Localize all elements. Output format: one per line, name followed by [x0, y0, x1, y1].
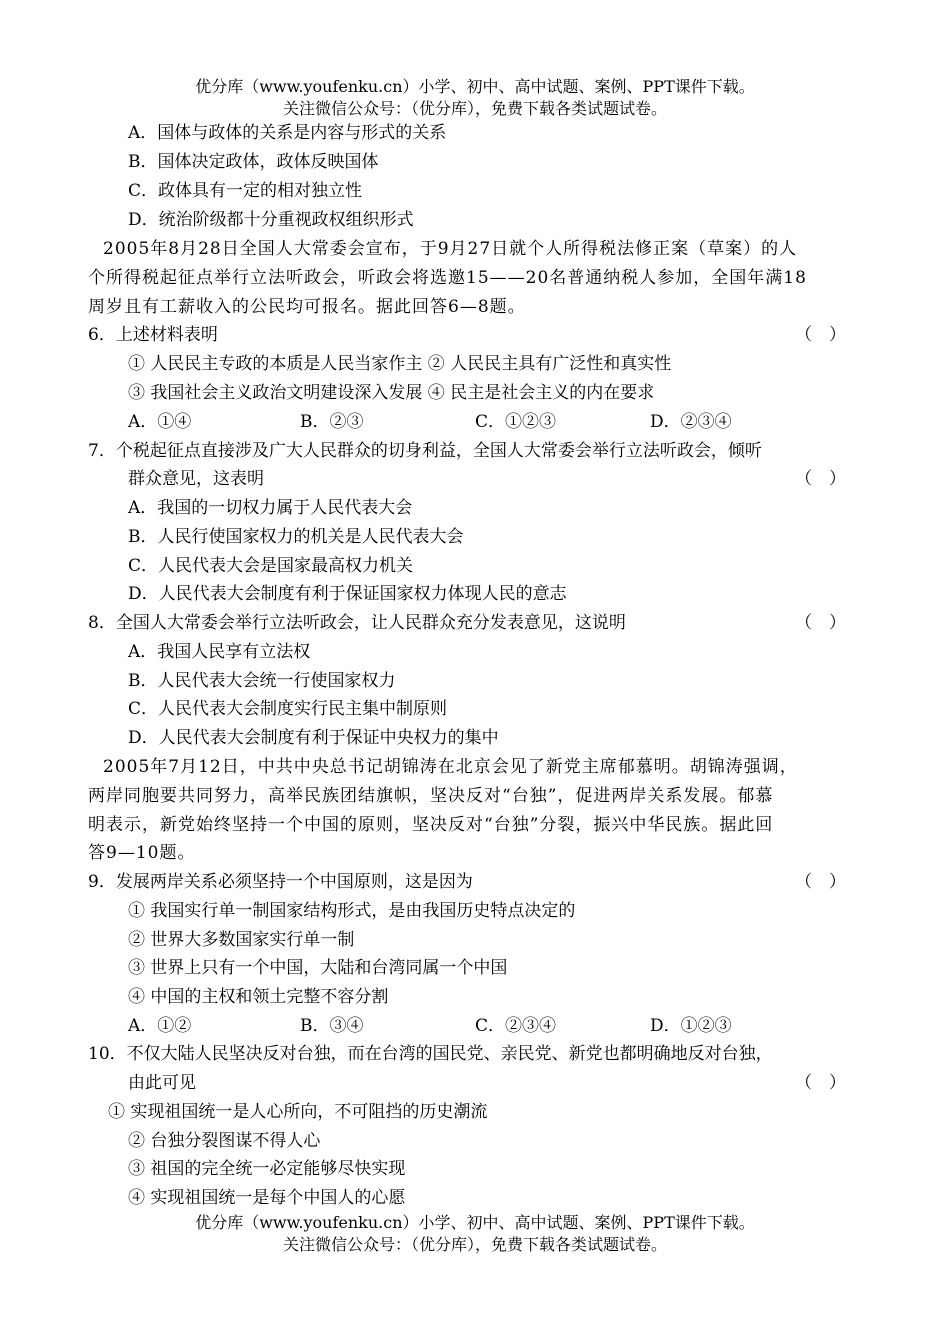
q9-item-4: ④ 中国的主权和领土完整不容分割	[128, 987, 389, 1007]
material2-line-2: 两岸同胞要共同努力，高举民族团结旗帜，坚决反对“台独”，促进两岸关系发展。郁慕	[88, 786, 774, 806]
q8-option-c: C．人民代表大会制度实行民主集中制原则	[128, 699, 448, 719]
material1-line-2: 个所得税起征点举行立法听政会，听政会将选邀15——20名普通纳税人参加，全国年满18	[88, 268, 807, 288]
q9-answer-paren: （ ）	[795, 872, 846, 892]
q6-choice-a: A．①④	[128, 412, 192, 432]
q8-option-b: B．人民代表大会统一行使国家权力	[128, 671, 396, 691]
q6-stem: 6．上述材料表明	[88, 325, 218, 345]
q9-item-2: ② 世界大多数国家实行单一制	[128, 930, 355, 950]
header-line-1: 优分库（www.youfenku.cn）小学、初中、高中试题、案例、PPT课件下载。	[195, 77, 755, 96]
header-line-2: 关注微信公众号：（优分库），免费下载各类试题试卷。	[282, 99, 667, 118]
material1-line-1: 2005年8月28日全国人大常委会宣布，于9月27日就个人所得税法修正案（草案）的人	[103, 239, 798, 259]
q9-choice-d: D．①②③	[650, 1016, 732, 1036]
q7-stem-line-1: 7．个税起征点直接涉及广大人民群众的切身利益，全国人大常委会举行立法听政会，倾听	[88, 441, 762, 461]
q10-stem-line-2: 由此可见	[128, 1073, 196, 1093]
q5-option-d: D．统治阶级都十分重视政权组织形式	[128, 210, 414, 230]
q10-item-2: ② 台独分裂图谋不得人心	[128, 1131, 321, 1151]
q7-option-b: B．人民行使国家权力的机关是人民代表大会	[128, 527, 464, 547]
q5-option-a: A．国体与政体的关系是内容与形式的关系	[128, 123, 447, 143]
q6-item-row-2: ③ 我国社会主义政治文明建设深入发展 ④ 民主是社会主义的内在要求	[128, 383, 655, 403]
material2-line-4: 答9—10题。	[88, 843, 196, 863]
q5-option-b: B．国体决定政体，政体反映国体	[128, 152, 379, 172]
q6-choice-d: D．②③④	[650, 412, 732, 432]
q9-item-3: ③ 世界上只有一个中国，大陆和台湾同属一个中国	[128, 958, 508, 978]
q5-option-c: C．政体具有一定的相对独立性	[128, 181, 363, 201]
q9-choice-a: A．①②	[128, 1016, 192, 1036]
q10-item-3: ③ 祖国的完全统一必定能够尽快实现	[128, 1159, 406, 1179]
q8-option-a: A．我国人民享有立法权	[128, 642, 311, 662]
material1-line-3: 周岁且有工薪收入的公民均可报名。据此回答6—8题。	[88, 297, 526, 317]
q10-stem-line-1: 10．不仅大陆人民坚决反对台独，而在台湾的国民党、亲民党、新党也都明确地反对台独，	[88, 1044, 773, 1064]
q9-stem: 9．发展两岸关系必须坚持一个中国原则，这是因为	[88, 872, 473, 892]
q7-option-d: D．人民代表大会制度有利于保证国家权力体现人民的意志	[128, 584, 567, 604]
q9-choice-c: C．②③④	[475, 1016, 557, 1036]
q6-answer-paren: （ ）	[795, 325, 846, 345]
footer-line-1: 优分库（www.youfenku.cn）小学、初中、高中试题、案例、PPT课件下载。	[195, 1213, 755, 1232]
material2-line-1: 2005年7月12日，中共中央总书记胡锦涛在北京会见了新党主席郁慕明。胡锦涛强调，	[103, 757, 798, 777]
q8-stem: 8．全国人大常委会举行立法听政会，让人民群众充分发表意见，这说明	[88, 613, 626, 633]
material2-line-3: 明表示，新党始终坚持一个中国的原则，坚决反对“台独”分裂，振兴中华民族。据此回	[88, 815, 774, 835]
footer-line-2: 关注微信公众号：（优分库），免费下载各类试题试卷。	[282, 1235, 667, 1254]
q7-answer-paren: （ ）	[795, 469, 846, 489]
q6-choice-c: C．①②③	[475, 412, 557, 432]
q10-item-1: ① 实现祖国统一是人心所向，不可阻挡的历史潮流	[108, 1102, 488, 1122]
q8-option-d: D．人民代表大会制度有利于保证中央权力的集中	[128, 728, 499, 748]
q9-choice-b: B．③④	[300, 1016, 364, 1036]
q6-item-row-1: ① 人民民主专政的本质是人民当家作主 ② 人民民主具有广泛性和真实性	[128, 354, 672, 374]
q7-stem-line-2: 群众意见，这表明	[128, 469, 264, 489]
q10-answer-paren: （ ）	[795, 1073, 846, 1093]
q9-item-1: ① 我国实行单一制国家结构形式，是由我国历史特点决定的	[128, 901, 576, 921]
q6-choice-b: B．②③	[300, 412, 364, 432]
q7-option-c: C．人民代表大会是国家最高权力机关	[128, 556, 414, 576]
q7-option-a: A．我国的一切权力属于人民代表大会	[128, 498, 413, 518]
q8-answer-paren: （ ）	[795, 613, 846, 633]
q10-item-4: ④ 实现祖国统一是每个中国人的心愿	[128, 1188, 406, 1208]
